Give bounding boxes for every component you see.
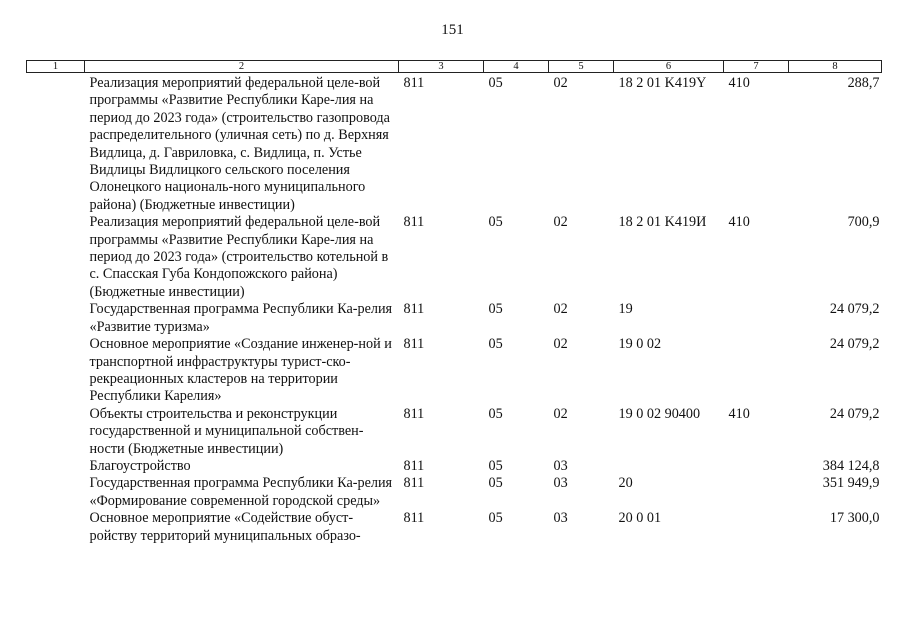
row-expense-type — [724, 301, 789, 336]
row-amount: 384 124,8 — [822, 457, 880, 474]
row-section-code: 05 — [488, 336, 503, 353]
row-section-code: 05 — [488, 301, 503, 318]
row-section-code: 05 — [488, 75, 503, 91]
row-expense-type — [724, 336, 789, 406]
row-section-code: 05 — [488, 475, 503, 492]
column-header-7: 7 — [724, 61, 789, 73]
row-subsection-code: 03 — [553, 475, 568, 492]
row-subsection-code: 03 — [553, 457, 568, 474]
row-ministry-code: 811 — [403, 510, 425, 527]
column-header-1: 1 — [27, 61, 85, 73]
row-target-code: 19 — [618, 301, 633, 318]
page-number: 151 — [441, 22, 464, 38]
row-amount: 24 079,2 — [829, 301, 880, 318]
row-ministry-code: 811 — [403, 475, 425, 492]
column-header-4: 4 — [484, 61, 549, 73]
column-header-2: 2 — [85, 61, 399, 73]
row-expense-type — [724, 510, 789, 545]
row-subsection-code: 02 — [553, 405, 568, 422]
row-expense-type: 410 — [728, 75, 750, 91]
row-expense-type — [724, 475, 789, 510]
row-name: Основное мероприятие «Создание инженер-ной и транспортной инфраструктуры турист-ско-рекреационных кластеров на территории Республики Карелия» — [89, 336, 392, 405]
row-name: Реализация мероприятий федеральной целе-вой программы «Развитие Республики Каре-лия на период до 2023 года» (строительство котельной в с. Спасская Губа Кондопожского района) (Бюджетные инвестиции) — [89, 214, 389, 300]
row-subsection-code: 03 — [553, 510, 568, 527]
row-amount: 17 300,0 — [829, 510, 880, 527]
row-expense-type — [724, 458, 789, 475]
table-row — [27, 458, 882, 475]
table-row — [27, 73, 882, 215]
row-name: Благоустройство — [89, 457, 191, 474]
column-header-5: 5 — [549, 61, 614, 73]
table-row — [27, 214, 882, 301]
row-subsection-code: 02 — [553, 75, 568, 91]
table-row — [27, 336, 882, 406]
row-expense-type: 410 — [728, 405, 750, 422]
row-subsection-code: 02 — [553, 214, 568, 231]
row-target-code: 19 0 02 90400 — [618, 405, 701, 422]
row-name: Государственная программа Республики Ка-релия «Развитие туризма» — [89, 301, 393, 335]
row-section-code: 05 — [488, 405, 503, 422]
row-amount: 24 079,2 — [829, 405, 880, 422]
row-ministry-code: 811 — [403, 301, 425, 318]
column-header-3: 3 — [399, 61, 484, 73]
table-row — [27, 510, 882, 545]
row-amount: 351 949,9 — [822, 475, 880, 492]
row-target-code: 19 0 02 — [618, 336, 662, 353]
row-target-code: 20 — [618, 475, 633, 492]
row-amount: 288,7 — [847, 75, 880, 91]
table-row — [27, 406, 882, 458]
row-section-code: 05 — [488, 510, 503, 527]
row-target-code: 18 2 01 K419И — [618, 214, 707, 231]
row-target-code: 20 0 01 — [618, 510, 662, 527]
row-subsection-code: 02 — [553, 301, 568, 318]
row-ministry-code: 811 — [403, 75, 425, 91]
row-amount: 24 079,2 — [829, 336, 880, 353]
column-number-header-row — [27, 61, 882, 73]
row-name: Реализация мероприятий федеральной целе-вой программы «Развитие Республики Каре-лия на период до 2023 года» (строительство газопровода распределительного (уличная сеть) по д. Верхняя Видлица, д. Гавриловка, с. Видлица, п. Устье Видлицы Видлицкого сельского поселения Олонецкого националь-ного муниципального района) (Бюджетные инвестиции) — [89, 75, 390, 213]
row-target-code — [614, 458, 724, 475]
table-row — [27, 301, 882, 336]
row-amount: 700,9 — [847, 214, 880, 231]
row-section-code: 05 — [488, 214, 503, 231]
budget-table — [26, 60, 882, 545]
column-header-6: 6 — [614, 61, 724, 73]
row-ministry-code: 811 — [403, 405, 425, 422]
row-subsection-code: 02 — [553, 336, 568, 353]
row-ministry-code: 811 — [403, 336, 425, 353]
table-row — [27, 475, 882, 510]
row-ministry-code: 811 — [403, 214, 425, 231]
column-header-8: 8 — [789, 61, 882, 73]
row-section-code: 05 — [488, 457, 503, 474]
row-name: Основное мероприятие «Содействие обуст-ройству территорий муниципальных образо- — [89, 510, 361, 544]
row-name: Государственная программа Республики Ка-релия «Формирование современной городской среды» — [89, 475, 393, 509]
row-target-code: 18 2 01 K419Y — [618, 75, 707, 91]
row-name: Объекты строительства и реконструкции государственной и муниципальной собствен-ности (Бюджетные инвестиции) — [89, 405, 364, 457]
row-ministry-code: 811 — [403, 457, 425, 474]
row-expense-type: 410 — [728, 214, 750, 231]
